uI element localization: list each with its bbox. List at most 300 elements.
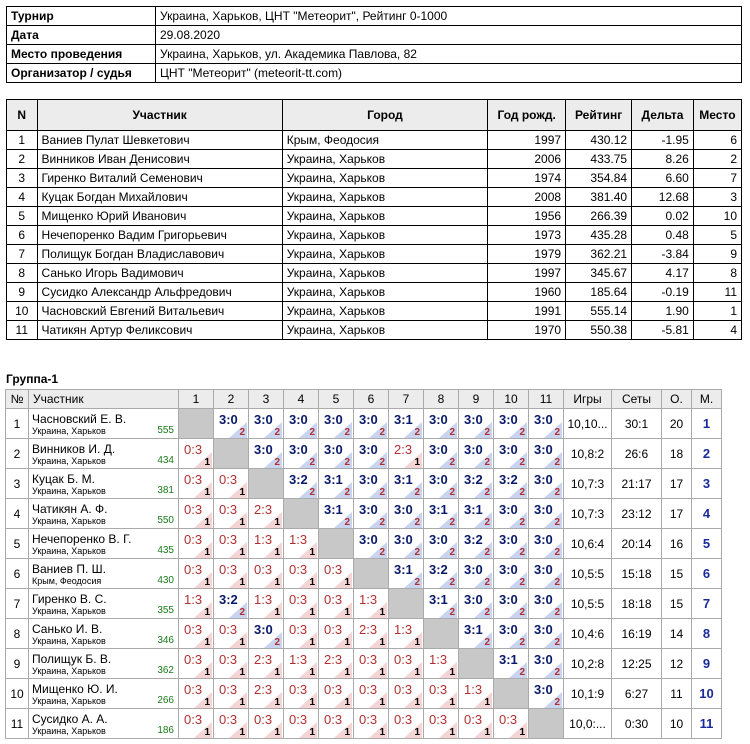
participant-cell <box>29 559 179 589</box>
participant-city: Украина, Харьков <box>32 455 106 466</box>
result-score: 0:3 <box>394 712 413 727</box>
result-score: 0:3 <box>219 682 238 697</box>
result-points: 2 <box>519 637 525 648</box>
player-number: 11 <box>7 321 38 340</box>
result-points: 2 <box>519 667 525 678</box>
result-points: 1 <box>414 637 420 648</box>
place-cell: 11 <box>692 709 722 739</box>
result-cell <box>529 499 564 529</box>
games-cell: 10,8:2 <box>564 439 612 469</box>
participant-cell <box>29 649 179 679</box>
result-cell <box>179 529 214 559</box>
result-points: 1 <box>239 487 245 498</box>
result-cell <box>424 499 459 529</box>
games-cell: 10,7:3 <box>564 499 612 529</box>
header-year: Год рожд. <box>488 100 566 131</box>
result-cell <box>319 589 354 619</box>
result-score: 3:0 <box>429 442 448 457</box>
sets-cell: 12:25 <box>612 649 662 679</box>
result-cell <box>214 649 249 679</box>
result-points: 2 <box>519 457 525 468</box>
result-score: 3:2 <box>429 562 448 577</box>
result-points: 2 <box>484 607 490 618</box>
result-points: 1 <box>519 727 525 738</box>
result-cell <box>354 439 389 469</box>
result-score: 2:3 <box>254 652 273 667</box>
result-cell <box>389 709 424 739</box>
result-points: 2 <box>519 487 525 498</box>
participant-city: Украина, Харьков <box>32 515 106 526</box>
player-name: Чатикян Артур Феликсович <box>37 321 282 340</box>
player-name: Винников Иван Денисович <box>37 150 282 169</box>
player-number: 1 <box>7 131 38 150</box>
result-score: 3:0 <box>534 532 553 547</box>
result-points: 2 <box>379 457 385 468</box>
result-cell <box>179 559 214 589</box>
result-points: 1 <box>309 697 315 708</box>
players-body <box>7 131 742 340</box>
player-year: 1997 <box>488 131 566 150</box>
result-score: 3:0 <box>289 412 308 427</box>
result-points: 2 <box>449 547 455 558</box>
player-city: Украина, Харьков <box>282 188 488 207</box>
result-score: 2:3 <box>359 622 378 637</box>
sets-cell: 0:30 <box>612 709 662 739</box>
player-name: Куцак Богдан Михайлович <box>37 188 282 207</box>
result-cell <box>424 409 459 439</box>
participant-cell <box>29 409 179 439</box>
player-name: Полищук Богдан Владиславович <box>37 245 282 264</box>
cross-header-games: Игры <box>564 390 612 409</box>
participant-rating: 362 <box>157 665 174 676</box>
participant-cell <box>29 589 179 619</box>
result-score: 0:3 <box>289 592 308 607</box>
row-number: 6 <box>6 559 29 589</box>
result-score: 3:0 <box>394 502 413 517</box>
player-place: 10 <box>693 207 741 226</box>
result-score: 0:3 <box>219 532 238 547</box>
info-label: Место проведения <box>7 45 156 64</box>
result-cell <box>389 439 424 469</box>
result-score: 3:1 <box>499 652 518 667</box>
sets-cell: 18:18 <box>612 589 662 619</box>
group-title: Группа-1 <box>6 372 59 386</box>
result-score: 2:3 <box>254 682 273 697</box>
header-city: Город <box>282 100 488 131</box>
participant-city: Украина, Харьков <box>32 695 106 706</box>
result-points: 2 <box>414 517 420 528</box>
points-cell: 15 <box>662 559 692 589</box>
result-score: 3:1 <box>394 472 413 487</box>
row-number: 2 <box>6 439 29 469</box>
table-row <box>6 709 722 739</box>
points-cell: 10 <box>662 709 692 739</box>
cross-header-col: 3 <box>249 390 284 409</box>
diagonal-cell <box>319 529 354 559</box>
result-score: 0:3 <box>394 652 413 667</box>
player-city: Украина, Харьков <box>282 264 488 283</box>
info-row <box>7 7 742 26</box>
participant-name: Куцак Б. М. <box>32 471 95 486</box>
result-score: 3:0 <box>324 412 343 427</box>
result-points: 2 <box>554 427 560 438</box>
result-cell <box>319 439 354 469</box>
player-rating: 345.67 <box>566 264 632 283</box>
cross-header-points: О. <box>662 390 692 409</box>
result-cell <box>319 619 354 649</box>
games-cell: 10,6:4 <box>564 529 612 559</box>
result-score: 0:3 <box>324 562 343 577</box>
table-row <box>6 409 722 439</box>
result-score: 0:3 <box>289 622 308 637</box>
header-place: Место <box>693 100 741 131</box>
cross-header-col: 5 <box>319 390 354 409</box>
player-place: 7 <box>693 169 741 188</box>
player-delta: 12.68 <box>632 188 694 207</box>
result-cell <box>459 679 494 709</box>
player-rating: 362.21 <box>566 245 632 264</box>
result-score: 0:3 <box>219 502 238 517</box>
sets-cell: 6:27 <box>612 679 662 709</box>
table-row <box>7 131 742 150</box>
result-points: 1 <box>239 727 245 738</box>
participant-name: Гиренко В. С. <box>32 591 107 606</box>
result-cell <box>389 469 424 499</box>
diagonal-cell <box>494 679 529 709</box>
result-score: 1:3 <box>394 622 413 637</box>
result-cell <box>284 469 319 499</box>
result-score: 3:0 <box>499 502 518 517</box>
result-score: 0:3 <box>254 712 273 727</box>
result-cell <box>529 409 564 439</box>
result-cell <box>214 709 249 739</box>
participant-rating: 381 <box>157 485 174 496</box>
result-cell <box>214 679 249 709</box>
result-points: 1 <box>379 727 385 738</box>
player-delta: 6.60 <box>632 169 694 188</box>
table-row <box>7 150 742 169</box>
table-row <box>7 302 742 321</box>
participant-rating: 555 <box>157 425 174 436</box>
sets-cell: 20:14 <box>612 529 662 559</box>
player-year: 1956 <box>488 207 566 226</box>
participant-name: Полищук Б. В. <box>32 651 112 666</box>
result-score: 3:1 <box>394 562 413 577</box>
player-year: 1960 <box>488 283 566 302</box>
table-row <box>6 439 722 469</box>
result-score: 0:3 <box>464 712 483 727</box>
games-cell: 10,10... <box>564 409 612 439</box>
result-score: 3:0 <box>499 412 518 427</box>
result-points: 2 <box>309 487 315 498</box>
diagonal-cell <box>284 499 319 529</box>
diagonal-cell <box>249 469 284 499</box>
player-name: Часновский Евгений Витальевич <box>37 302 282 321</box>
crosstable-header-row <box>6 390 722 409</box>
result-points: 1 <box>309 637 315 648</box>
participant-rating: 550 <box>157 515 174 526</box>
player-rating: 555.14 <box>566 302 632 321</box>
result-score: 1:3 <box>254 532 273 547</box>
result-cell <box>179 589 214 619</box>
result-cell <box>214 619 249 649</box>
result-cell <box>494 499 529 529</box>
info-label: Дата <box>7 26 156 45</box>
result-cell <box>179 469 214 499</box>
player-year: 2006 <box>488 150 566 169</box>
result-cell <box>494 589 529 619</box>
player-number: 10 <box>7 302 38 321</box>
cross-header-col: 9 <box>459 390 494 409</box>
result-points: 1 <box>344 577 350 588</box>
result-score: 3:0 <box>499 562 518 577</box>
participant-name: Нечепоренко В. Г. <box>32 531 132 546</box>
cross-header-col: 7 <box>389 390 424 409</box>
result-score: 0:3 <box>359 652 378 667</box>
table-row <box>6 499 722 529</box>
participant-name: Сусидко А. А. <box>32 711 108 726</box>
row-number: 3 <box>6 469 29 499</box>
points-cell: 18 <box>662 439 692 469</box>
header-participant: Участник <box>37 100 282 131</box>
result-score: 0:3 <box>184 442 203 457</box>
player-number: 7 <box>7 245 38 264</box>
result-cell <box>459 499 494 529</box>
result-cell <box>284 529 319 559</box>
result-points: 2 <box>484 457 490 468</box>
result-score: 3:0 <box>499 532 518 547</box>
info-row <box>7 64 742 83</box>
player-year: 1997 <box>488 264 566 283</box>
player-place: 2 <box>693 150 741 169</box>
result-cell <box>319 649 354 679</box>
result-points: 1 <box>414 727 420 738</box>
result-points: 2 <box>309 427 315 438</box>
result-points: 2 <box>239 427 245 438</box>
participant-cell <box>29 679 179 709</box>
result-points: 1 <box>484 697 490 708</box>
place-cell: 2 <box>692 439 722 469</box>
sets-cell: 26:6 <box>612 439 662 469</box>
result-cell <box>179 619 214 649</box>
player-number: 3 <box>7 169 38 188</box>
place-cell: 9 <box>692 649 722 679</box>
participant-rating: 355 <box>157 605 174 616</box>
player-number: 4 <box>7 188 38 207</box>
info-value: Украина, Харьков, ул. Академика Павлова, 82 <box>156 45 742 64</box>
player-name: Нечепоренко Вадим Григорьевич <box>37 226 282 245</box>
result-points: 1 <box>449 697 455 708</box>
result-points: 1 <box>239 577 245 588</box>
result-points: 1 <box>274 667 280 678</box>
place-cell: 10 <box>692 679 722 709</box>
info-value: ЦНТ "Метеорит" (meteorit-tt.com) <box>156 64 742 83</box>
result-cell <box>424 559 459 589</box>
result-score: 0:3 <box>184 652 203 667</box>
result-cell <box>249 559 284 589</box>
result-points: 1 <box>379 637 385 648</box>
result-cell <box>319 499 354 529</box>
row-number: 11 <box>6 709 29 739</box>
result-points: 2 <box>519 547 525 558</box>
result-points: 1 <box>344 697 350 708</box>
result-points: 1 <box>204 577 210 588</box>
player-rating: 433.75 <box>566 150 632 169</box>
result-points: 2 <box>344 457 350 468</box>
row-number: 8 <box>6 619 29 649</box>
result-points: 1 <box>379 697 385 708</box>
result-cell <box>494 439 529 469</box>
row-number: 1 <box>6 409 29 439</box>
result-cell <box>354 409 389 439</box>
player-place: 1 <box>693 302 741 321</box>
result-points: 2 <box>484 517 490 528</box>
participant-cell <box>29 439 179 469</box>
result-score: 3:0 <box>359 502 378 517</box>
result-cell <box>459 439 494 469</box>
result-score: 0:3 <box>429 682 448 697</box>
result-points: 2 <box>414 487 420 498</box>
participant-cell <box>29 469 179 499</box>
result-score: 3:0 <box>534 412 553 427</box>
result-score: 3:1 <box>429 592 448 607</box>
result-score: 0:3 <box>324 682 343 697</box>
player-year: 1973 <box>488 226 566 245</box>
result-points: 1 <box>309 547 315 558</box>
result-score: 3:0 <box>464 592 483 607</box>
participant-name: Винников И. Д. <box>32 441 116 456</box>
result-points: 1 <box>204 697 210 708</box>
info-body <box>7 7 742 83</box>
tournament-info-table <box>6 6 742 83</box>
result-score: 3:0 <box>359 412 378 427</box>
result-points: 2 <box>379 487 385 498</box>
result-cell <box>529 679 564 709</box>
result-score: 0:3 <box>184 562 203 577</box>
result-points: 1 <box>204 637 210 648</box>
result-cell <box>389 649 424 679</box>
sets-cell: 15:18 <box>612 559 662 589</box>
result-cell <box>459 589 494 619</box>
result-cell <box>249 589 284 619</box>
result-points: 2 <box>484 637 490 648</box>
result-cell <box>424 529 459 559</box>
result-points: 1 <box>309 727 315 738</box>
player-number: 9 <box>7 283 38 302</box>
result-score: 3:0 <box>289 442 308 457</box>
result-cell <box>249 529 284 559</box>
games-cell: 10,2:8 <box>564 649 612 679</box>
result-points: 1 <box>204 457 210 468</box>
result-cell <box>459 469 494 499</box>
result-cell <box>179 649 214 679</box>
cross-header-col: 4 <box>284 390 319 409</box>
diagonal-cell <box>354 559 389 589</box>
result-score: 0:3 <box>184 622 203 637</box>
result-cell <box>214 499 249 529</box>
players-table <box>6 99 742 340</box>
sets-cell: 16:19 <box>612 619 662 649</box>
result-cell <box>459 409 494 439</box>
result-score: 0:3 <box>359 712 378 727</box>
result-points: 2 <box>554 637 560 648</box>
result-cell <box>179 499 214 529</box>
result-cell <box>529 469 564 499</box>
result-cell <box>354 499 389 529</box>
result-cell <box>494 649 529 679</box>
result-points: 1 <box>449 667 455 678</box>
place-cell: 5 <box>692 529 722 559</box>
result-score: 3:0 <box>464 442 483 457</box>
player-delta: 1.90 <box>632 302 694 321</box>
result-cell <box>389 679 424 709</box>
crosstable-body <box>6 409 722 739</box>
result-points: 1 <box>379 667 385 678</box>
crosstable <box>5 389 722 739</box>
result-score: 3:0 <box>254 622 273 637</box>
result-cell <box>319 709 354 739</box>
participant-rating: 186 <box>157 725 174 736</box>
result-cell <box>389 529 424 559</box>
participant-rating: 435 <box>157 545 174 556</box>
result-score: 0:3 <box>184 472 203 487</box>
result-points: 1 <box>204 727 210 738</box>
result-score: 3:0 <box>534 622 553 637</box>
player-rating: 185.64 <box>566 283 632 302</box>
result-cell <box>249 649 284 679</box>
participant-cell <box>29 499 179 529</box>
result-points: 1 <box>274 697 280 708</box>
result-score: 3:1 <box>464 622 483 637</box>
table-row <box>6 649 722 679</box>
result-cell <box>354 649 389 679</box>
player-delta: 0.02 <box>632 207 694 226</box>
result-cell <box>424 679 459 709</box>
result-points: 1 <box>344 607 350 618</box>
result-cell <box>389 559 424 589</box>
player-place: 11 <box>693 283 741 302</box>
result-score: 0:3 <box>359 682 378 697</box>
result-cell <box>214 469 249 499</box>
table-row <box>6 619 722 649</box>
result-score: 0:3 <box>324 622 343 637</box>
result-score: 3:0 <box>499 622 518 637</box>
result-score: 0:3 <box>219 562 238 577</box>
player-place: 6 <box>693 131 741 150</box>
table-row <box>6 469 722 499</box>
player-rating: 381.40 <box>566 188 632 207</box>
result-score: 3:1 <box>464 502 483 517</box>
result-score: 0:3 <box>219 652 238 667</box>
row-number: 4 <box>6 499 29 529</box>
result-score: 3:0 <box>534 502 553 517</box>
participant-rating: 430 <box>157 575 174 586</box>
result-score: 3:0 <box>534 652 553 667</box>
participant-city: Украина, Харьков <box>32 635 106 646</box>
result-cell <box>529 439 564 469</box>
player-year: 1974 <box>488 169 566 188</box>
result-cell <box>494 559 529 589</box>
row-number: 7 <box>6 589 29 619</box>
result-points: 1 <box>414 457 420 468</box>
result-score: 3:0 <box>324 442 343 457</box>
cross-header-col: 6 <box>354 390 389 409</box>
result-score: 3:2 <box>499 472 518 487</box>
cross-header-participant: Участник <box>29 390 179 409</box>
result-score: 1:3 <box>254 592 273 607</box>
result-points: 2 <box>449 457 455 468</box>
result-score: 3:2 <box>219 592 238 607</box>
